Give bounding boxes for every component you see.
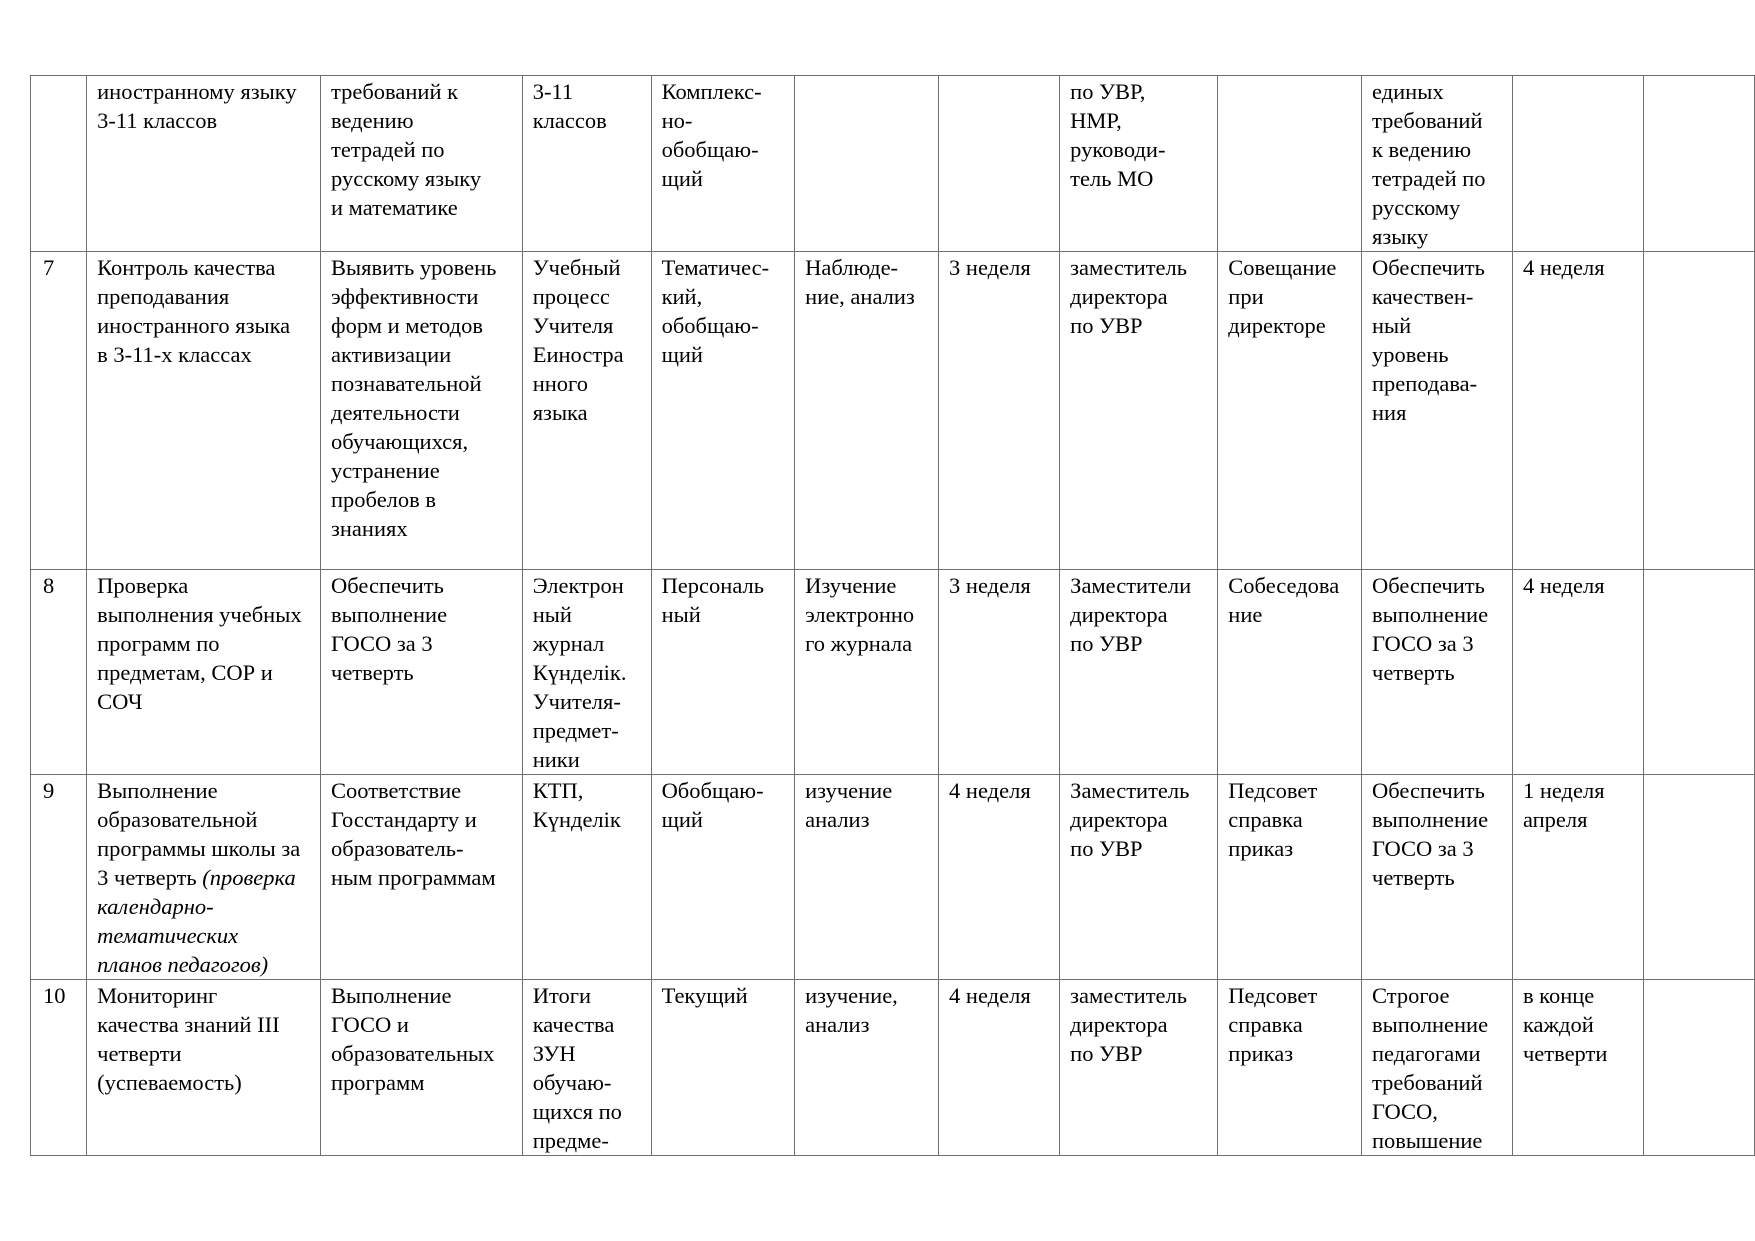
control-goal: требований к ведению тетрадей по русскому языку и математике — [321, 76, 523, 252]
control-plan-table — [30, 75, 1755, 1156]
control-subject — [87, 980, 321, 1156]
control-deadline: 4 неделя — [1512, 252, 1643, 570]
control-type: Комплекс- но- обобщаю- щий — [651, 76, 795, 252]
control-subject — [87, 570, 321, 775]
table-row — [31, 775, 1755, 980]
control-responsible: заместитель директора по УВР — [1060, 980, 1218, 1156]
control-subject-note: (проверка календарно- тематических планов педагогов) — [97, 865, 296, 977]
row-number: 9 — [31, 775, 87, 980]
control-method: Изучение электронно го журнала — [795, 570, 939, 775]
control-term — [939, 76, 1060, 252]
control-term: 4 неделя — [939, 775, 1060, 980]
blank-cell — [1643, 570, 1754, 775]
control-review-place: Совещание при директоре — [1218, 252, 1362, 570]
control-decision: единых требований к ведению тетрадей по русскому языку — [1362, 76, 1513, 252]
blank-cell — [1643, 980, 1754, 1156]
control-goal: Выполнение ГОСО и образовательных программ — [321, 980, 523, 1156]
control-subject-text: Выполнение образовательной программы школы за 3 четверть — [97, 778, 301, 890]
blank-cell — [1643, 76, 1754, 252]
control-goal: Обеспечить выполнение ГОСО за 3 четверть — [321, 570, 523, 775]
control-type: Персональ ный — [651, 570, 795, 775]
control-review-place: Педсовет справка приказ — [1218, 980, 1362, 1156]
control-term: 3 неделя — [939, 570, 1060, 775]
row-number: 7 — [31, 252, 87, 570]
control-deadline: в конце каждой четверти — [1512, 980, 1643, 1156]
control-type: Обобщаю- щий — [651, 775, 795, 980]
control-subject-text: Контроль качества преподавания иностранного языка в 3-11-х классах — [97, 255, 291, 367]
control-deadline — [1512, 76, 1643, 252]
control-subject — [87, 252, 321, 570]
blank-cell — [1643, 252, 1754, 570]
control-term: 4 неделя — [939, 980, 1060, 1156]
table-row — [31, 570, 1755, 775]
control-responsible: Заместители директора по УВР — [1060, 570, 1218, 775]
control-subject-text: иностранному языку 3-11 классов — [97, 79, 297, 133]
control-goal: Соответствие Госстандарту и образователь- ным программам — [321, 775, 523, 980]
row-number: 10 — [31, 980, 87, 1156]
control-method — [795, 76, 939, 252]
control-term: 3 неделя — [939, 252, 1060, 570]
control-object: Учебный процесс Учителя Еиностра нного языка — [522, 252, 651, 570]
control-object: 3-11 классов — [522, 76, 651, 252]
table-row — [31, 76, 1755, 252]
row-number — [31, 76, 87, 252]
control-deadline: 1 неделя апреля — [1512, 775, 1643, 980]
control-type: Тематичес- кий, обобщаю- щий — [651, 252, 795, 570]
control-subject — [87, 76, 321, 252]
control-subject-text: Мониторинг качества знаний III четверти (успеваемость) — [97, 983, 280, 1095]
row-number: 8 — [31, 570, 87, 775]
table-row — [31, 980, 1755, 1156]
control-goal: Выявить уровень эффективности форм и методов активизации познавательной деятельности обучающихся, устранение пробелов в знаниях — [321, 252, 523, 570]
control-object: КТП, Күнделік — [522, 775, 651, 980]
control-type: Текущий — [651, 980, 795, 1156]
control-review-place: Педсовет справка приказ — [1218, 775, 1362, 980]
control-decision: Обеспечить выполнение ГОСО за 3 четверть — [1362, 775, 1513, 980]
control-deadline: 4 неделя — [1512, 570, 1643, 775]
control-method: изучение анализ — [795, 775, 939, 980]
control-method: Наблюде- ние, анализ — [795, 252, 939, 570]
control-decision: Обеспечить качествен- ный уровень преподава- ния — [1362, 252, 1513, 570]
blank-cell — [1643, 775, 1754, 980]
control-object: Электрон ный журнал Күнделік. Учителя- предмет- ники — [522, 570, 651, 775]
control-review-place — [1218, 76, 1362, 252]
control-responsible: по УВР, НМР, руководи- тель МО — [1060, 76, 1218, 252]
control-subject — [87, 775, 321, 980]
control-review-place: Собеседова ние — [1218, 570, 1362, 775]
control-object: Итоги качества ЗУН обучаю- щихся по предме- — [522, 980, 651, 1156]
control-decision: Обеспечить выполнение ГОСО за 3 четверть — [1362, 570, 1513, 775]
control-subject-text: Проверка выполнения учебных программ по предметам, СОР и СОЧ — [97, 573, 302, 714]
control-method: изучение, анализ — [795, 980, 939, 1156]
table-row — [31, 252, 1755, 570]
control-responsible: заместитель директора по УВР — [1060, 252, 1218, 570]
control-responsible: Заместитель директора по УВР — [1060, 775, 1218, 980]
control-decision: Строгое выполнение педагогами требований ГОСО, повышение — [1362, 980, 1513, 1156]
